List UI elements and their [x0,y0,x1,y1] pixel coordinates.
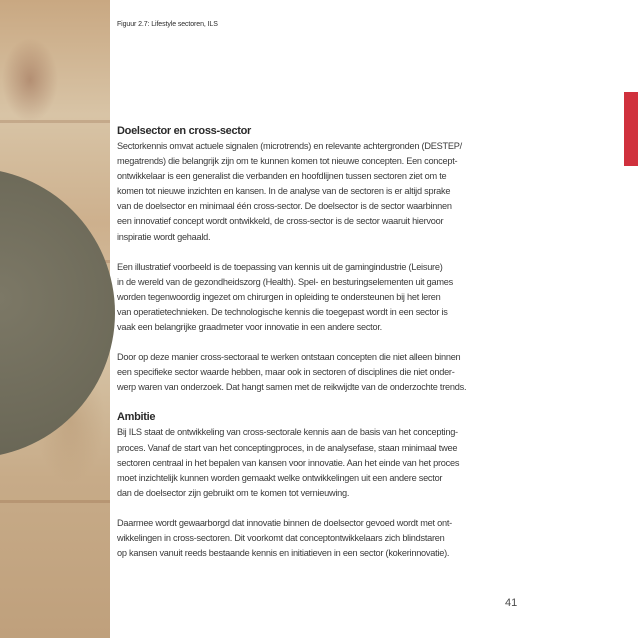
text-line: ontwikkelaar is een generalist die verbanden en hoofdlijnen tussen sectoren ziet om te [117,171,447,182]
text-line: wikkelingen in cross-sectoren. Dit voorkomt dat conceptontwikkelaars zich blindstaren [117,532,445,543]
lifestyle-photo [0,0,110,638]
text-line: Door op deze manier cross-sectoraal te werken ontstaan concepten die niet alleen binnen [117,352,461,363]
text-line: megatrends) die belangrijk zijn om te kunnen komen tot nieuwe concepten. Een concept- [117,156,458,167]
text-line: Bij ILS staat de ontwikkeling van cross-sectorale kennis aan de basis van het concepting- [117,427,458,438]
text-line: Een illustratief voorbeeld is de toepassing van kennis uit de gamingindustrie (Leisure) [117,261,443,272]
text-line: inspiratie wordt gehaald. [117,231,211,242]
section-heading: Ambitie [117,411,156,424]
body-text [117,124,521,561]
paragraph [117,516,521,561]
paragraph [117,260,521,335]
text-line: op kansen vanuit reeds bestaande kennis en initiatieven in een sector (kokerinnovatie). [117,548,450,559]
text-line: sectoren centraal in het bepalen van kansen voor innovatie. Aan het einde van het proces [117,457,460,468]
section-heading: Doelsector en cross-sector [117,125,252,137]
text-line: dan de doelsector zijn gebruikt om te komen tot vernieuwing. [117,487,350,498]
text-line: in de wereld van de gezondheidszorg (Health). Spel- en besturingselementen uit games [117,276,453,287]
chapter-tab-marker [624,92,638,166]
text-line: vaak een belangrijke graadmeter voor innovatie in een andere sector. [117,322,382,333]
text-line: een specifieke sector waarde hebben, maar ook in sectoren of disciplines die niet onder- [117,367,455,378]
text-line: werp waren van onderzoek. Dat hangt samen met de reikwijdte van de onderzochte trends. [117,382,467,393]
decorative-circle [0,168,115,458]
paragraph [117,425,521,500]
text-line: Daarmee wordt gewaarborgd dat innovatie binnen de doelsector gevoed wordt met ont- [117,517,452,528]
figure-caption: Figuur 2.7: Lifestyle sectoren, ILS [117,21,218,28]
text-line: van operatietechnieken. De technologische kennis die toegepast wordt in een sector is [117,306,448,317]
paragraph [117,350,521,395]
text-line: komen tot nieuwe inzichten en kansen. In de analyse van de sectoren is er altijd sprake [117,186,451,197]
text-line: proces. Vanaf de start van het conceptingproces, in de analysefase, staan minimaal twee [117,442,458,453]
text-line: een innovatief concept wordt ontwikkeld, de cross-sector is de sector waaruit hiervoor [117,216,444,227]
paragraph [117,139,521,245]
text-line: worden tegenwoordig ingezet om chirurgen in opleiding te ondersteunen bij het leren [117,291,441,302]
text-line: Sectorkennis omvat actuele signalen (microtrends) en relevante achtergronden (DESTEP/ [117,141,462,151]
text-line: moet inzichtelijk kunnen worden gemaakt welke ontwikkelingen uit een andere sector [117,472,443,483]
page-number: 41 [505,597,518,609]
text-line: van de doelsector en minimaal één cross-sector. De doelsector is de sector waarbinnen [117,201,452,212]
